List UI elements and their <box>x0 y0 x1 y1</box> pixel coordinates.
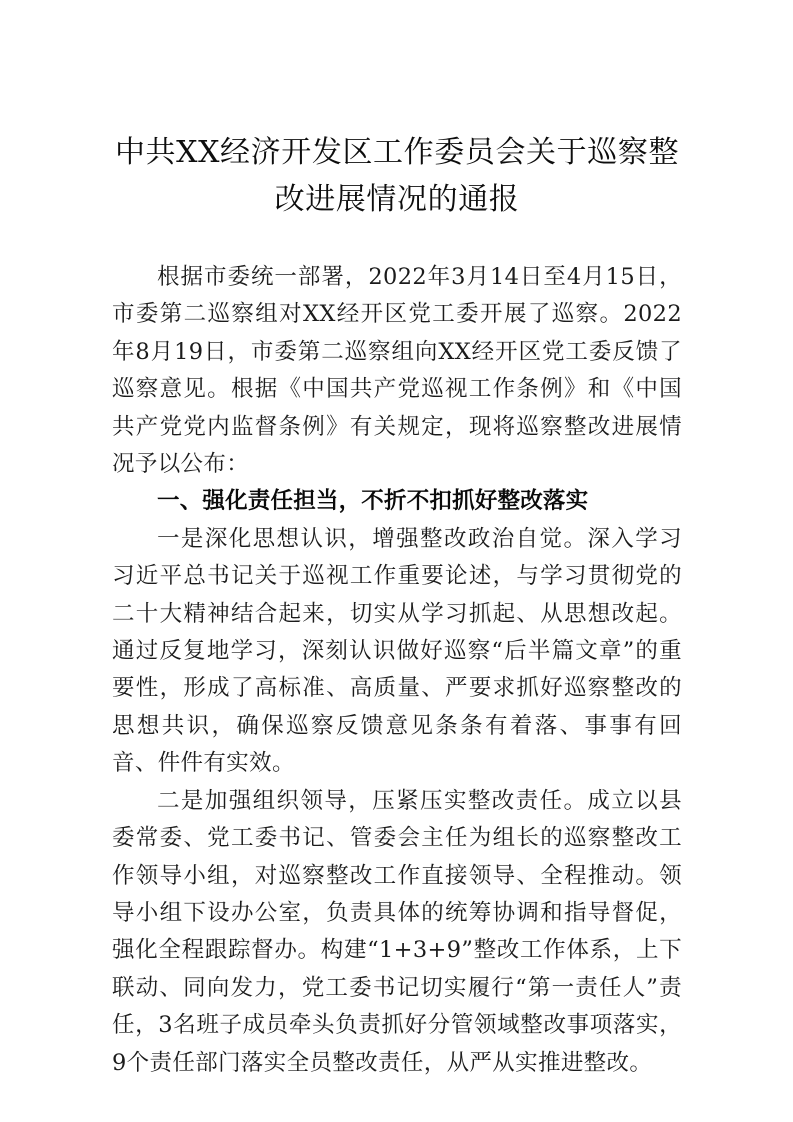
paragraph-point-1: 一是深化思想认识，增强整改政治自觉。深入学习习近平总书记关于巡视工作重要论述，与学习贯彻党的二十大精神结合起来，切实从学习抓起、从思想改起。通过反复地学习，深刻认识做好巡察“后半篇文章”的重要性，形成了高标准、高质量、严要求抓好巡察整改的思想共识，确保巡察反馈意见条条有着落、事事有回音、件件有实效。 <box>112 525 682 777</box>
document-content-column <box>112 0 682 1082</box>
document-body <box>112 259 682 1082</box>
section-heading-1: 一、强化责任担当，不折不扣抓好整改落实 <box>157 488 589 515</box>
intro-paragraph: 根据市委统一部署，2022年3月14日至4月15日，市委第二巡察组对XX经开区党工委开展了巡察。2022年8月19日，市委第二巡察组向XX经开区党工委反馈了巡察意见。根据《中国共产党巡视工作条例》和《中国共产党党内监督条例》有关规定，现将巡察整改进展情况予以公布： <box>112 264 682 478</box>
document-title-line-2: 改进展情况的通报 <box>274 182 520 217</box>
document-title <box>112 0 682 223</box>
document-title-line-1: 中共XX经济开发区工作委员会关于巡察整 <box>114 135 680 170</box>
paragraph-point-2: 二是加强组织领导，压紧压实整改责任。成立以县委常委、党工委书记、管委会主任为组长的巡察整改工作领导小组，对巡察整改工作直接领导、全程推动。领导小组下设办公室，负责具体的统筹协调和指导督促，强化全程跟踪督办。构建“1+3+9”整改工作体系，上下联动、同向发力，党工委书记切实履行“第一责任人”责任，3名班子成员牵头负责抓好分管领域整改事项落实，9个责任部门落实全员整改责任，从严从实推进整改。 <box>112 787 682 1076</box>
